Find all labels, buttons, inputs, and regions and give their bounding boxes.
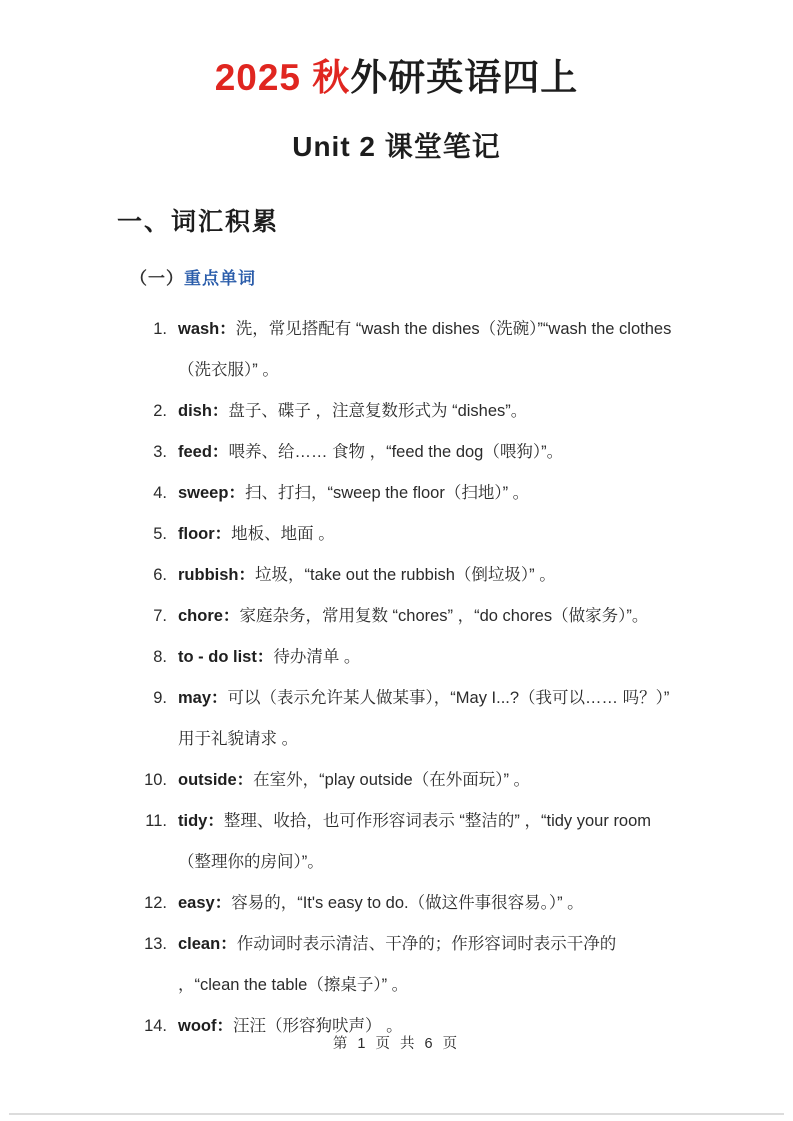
vocab-word: feed：	[178, 442, 229, 461]
vocab-item	[139, 924, 679, 1006]
item-number: 6.	[153, 565, 167, 584]
page-title-red-part: 2025 秋	[214, 57, 351, 98]
vocab-word: woof：	[178, 1016, 233, 1035]
vocab-item	[139, 432, 679, 473]
item-number: 14.	[144, 1016, 167, 1035]
vocab-desc: 垃圾，“take out the rubbish（倒垃圾）” 。	[255, 565, 556, 584]
vocab-desc: 作动词时表示清洁、干净的；作形容词时表示干净的 ，“clean the table（擦桌子）” 。	[178, 934, 617, 994]
item-number: 2.	[153, 401, 167, 420]
vocab-item	[139, 883, 679, 924]
page-title	[0, 0, 793, 100]
item-number: 1.	[153, 319, 167, 338]
vocab-word: sweep：	[178, 483, 245, 502]
vocab-item	[139, 678, 679, 760]
item-number: 9.	[153, 688, 167, 707]
vocab-word: chore：	[178, 606, 240, 625]
vocab-desc: 洗，常见搭配有 “wash the dishes（洗碗）”“wash the clothes（洗衣服）” 。	[178, 319, 672, 379]
vocab-desc: 地板、地面 。	[231, 524, 335, 543]
item-number: 10.	[144, 770, 167, 789]
vocab-word: may：	[178, 688, 228, 707]
item-number: 11.	[145, 811, 167, 830]
vocab-list	[139, 309, 679, 1047]
page-number-indicator: 第 1 页 共 6 页	[332, 1036, 461, 1052]
vocab-word: outside：	[178, 770, 254, 789]
vocab-desc: 盘子、碟子 ，注意复数形式为 “dishes”。	[228, 401, 528, 420]
vocab-item	[139, 596, 679, 637]
item-number: 12.	[144, 893, 167, 912]
vocab-desc: 在室外，“play outside（在外面玩）” 。	[253, 770, 531, 789]
page-bottom-edge	[9, 1113, 784, 1115]
item-number: 3.	[153, 442, 167, 461]
subsection-heading-key-words	[130, 264, 793, 289]
vocab-word: easy：	[178, 893, 232, 912]
vocab-desc: 汪汪（形容狗吠声） 。	[233, 1016, 403, 1035]
subsection-prefix: （一）	[130, 268, 184, 288]
page-subtitle: Unit 2 课堂笔记	[292, 130, 501, 162]
vocab-item	[139, 514, 679, 555]
item-number: 13.	[144, 934, 167, 953]
vocab-word: rubbish：	[178, 565, 255, 584]
vocab-item	[139, 309, 679, 391]
vocab-desc: 容易的，“It's easy to do.（做这件事很容易。）” 。	[231, 893, 584, 912]
page-title-black-part: 外研英语四上	[350, 57, 579, 98]
vocab-desc: 扫、打扫，“sweep the floor（扫地）” 。	[244, 483, 530, 502]
vocab-desc: 喂养、给…… 食物 ，“feed the dog（喂狗）”。	[228, 442, 564, 461]
section-heading-vocabulary: 一、词汇积累	[117, 207, 280, 236]
vocab-desc: 可以（表示允许某人做某事），“May I...?（我可以…… 吗？）” 用于礼貌请求 。	[178, 688, 670, 748]
vocab-desc: 待办清单 。	[273, 647, 361, 666]
vocab-item	[139, 473, 679, 514]
vocab-word: dish：	[178, 401, 229, 420]
vocab-word: floor：	[178, 524, 232, 543]
item-number: 7.	[153, 606, 167, 625]
vocab-item	[139, 760, 679, 801]
vocab-word: clean：	[178, 934, 237, 953]
vocab-word: wash：	[178, 319, 236, 338]
item-number: 4.	[153, 483, 167, 502]
vocab-item	[139, 637, 679, 678]
item-number: 8.	[153, 647, 167, 666]
vocab-item	[139, 391, 679, 432]
item-number: 5.	[153, 524, 167, 543]
vocab-item	[139, 801, 679, 883]
vocab-word: to - do list：	[178, 647, 274, 666]
vocab-desc: 家庭杂务，常用复数 “chores” ，“do chores（做家务）”。	[239, 606, 649, 625]
vocab-word: tidy：	[178, 811, 224, 830]
vocab-desc: 整理、收拾，也可作形容词表示 “整洁的” ，“tidy your room（整理你的房间）”。	[178, 811, 652, 871]
vocab-item	[139, 555, 679, 596]
subsection-label: 重点单词	[184, 268, 256, 288]
